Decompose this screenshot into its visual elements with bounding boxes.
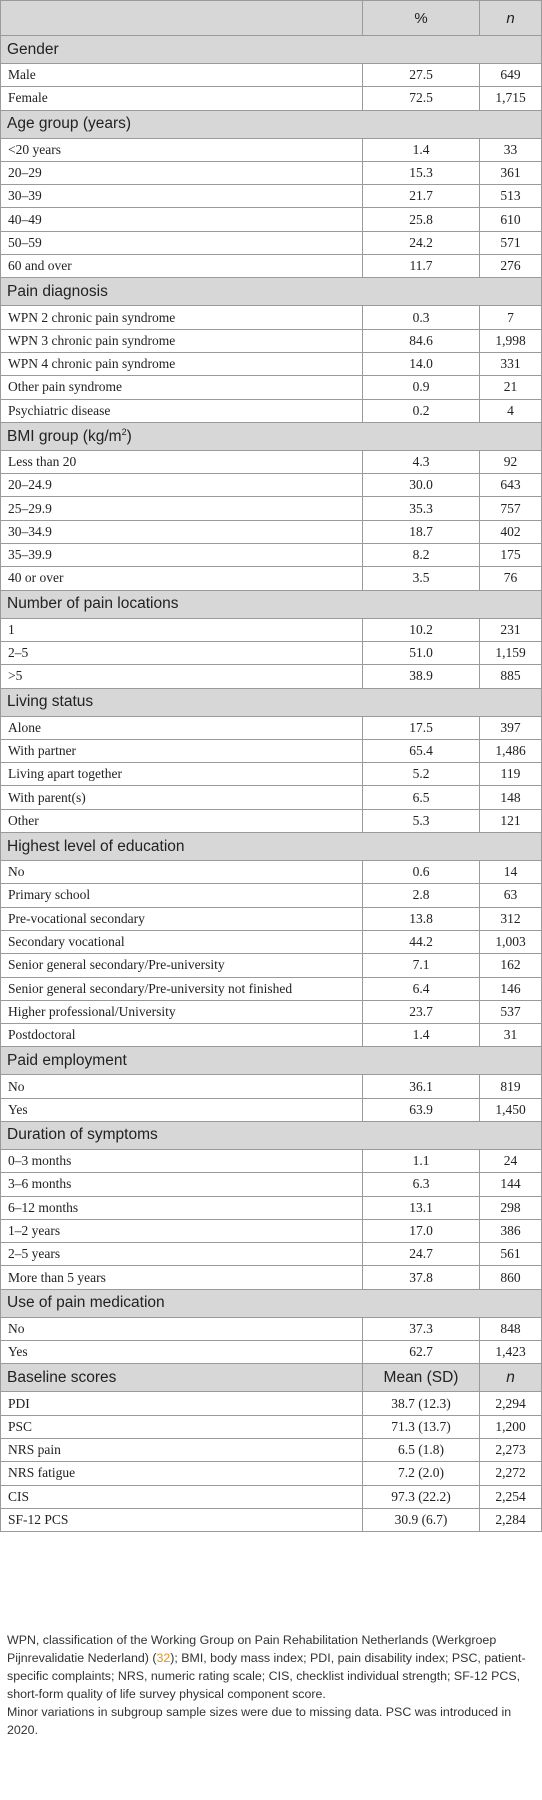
row-label: Secondary vocational (1, 930, 363, 953)
row-percent: 0.6 (363, 861, 480, 884)
row-label: Other pain syndrome (1, 376, 363, 399)
table-row (1, 641, 542, 664)
row-percent: 6.5 (363, 786, 480, 809)
row-percent: 38.9 (363, 665, 480, 688)
row-count: 231 (480, 618, 542, 641)
table-row (1, 474, 542, 497)
row-count: 1,423 (480, 1341, 542, 1364)
baseline-label: PSC (1, 1415, 363, 1438)
row-percent: 24.7 (363, 1243, 480, 1266)
table-row (1, 1196, 542, 1219)
table-row (1, 763, 542, 786)
table-row (1, 329, 542, 352)
row-label: 2–5 (1, 641, 363, 664)
table-row (1, 930, 542, 953)
row-percent: 13.1 (363, 1196, 480, 1219)
baseline-label: PDI (1, 1392, 363, 1415)
footnote-text-b: ); BMI, body mass index; PDI, pain disability index; PSC, patient-specific complaints; NRS, numeric rating scale; CIS, checklist individual strength; SF-12 PCS, short-form quality of life survey physical component score. (7, 1651, 526, 1701)
baseline-col-n: n (480, 1364, 542, 1392)
row-count: 4 (480, 399, 542, 422)
baseline-mean-sd: 71.3 (13.7) (363, 1415, 480, 1438)
table-row (1, 716, 542, 739)
table-row (1, 1173, 542, 1196)
row-label: 3–6 months (1, 1173, 363, 1196)
row-percent: 18.7 (363, 520, 480, 543)
table-row (1, 544, 542, 567)
row-label: Psychiatric disease (1, 399, 363, 422)
row-label: WPN 2 chronic pain syndrome (1, 306, 363, 329)
row-count: 312 (480, 907, 542, 930)
row-count: 331 (480, 352, 542, 375)
table-row (1, 208, 542, 231)
row-label: More than 5 years (1, 1266, 363, 1289)
row-percent: 1.4 (363, 138, 480, 161)
section-title: Highest level of education (1, 833, 542, 861)
row-percent: 23.7 (363, 1000, 480, 1023)
row-percent: 2.8 (363, 884, 480, 907)
table-row (1, 520, 542, 543)
row-count: 119 (480, 763, 542, 786)
row-percent: 51.0 (363, 641, 480, 664)
section-title-text: BMI group (kg/m (7, 427, 122, 445)
baseline-mean-sd: 38.7 (12.3) (363, 1392, 480, 1415)
row-label: Less than 20 (1, 450, 363, 473)
baseline-label: NRS fatigue (1, 1462, 363, 1485)
baseline-n: 2,273 (480, 1438, 542, 1461)
row-count: 513 (480, 185, 542, 208)
footnote-text-a: WPN, classification of the Working Group on Pain Rehabilitation Netherlands (Werkgroep Pijnrevalidatie Nederland) ( (7, 1633, 497, 1665)
row-percent: 10.2 (363, 618, 480, 641)
row-label: Primary school (1, 884, 363, 907)
row-count: 1,998 (480, 329, 542, 352)
row-count: 33 (480, 138, 542, 161)
row-percent: 6.4 (363, 977, 480, 1000)
table-row (1, 809, 542, 832)
row-percent: 62.7 (363, 1341, 480, 1364)
row-count: 31 (480, 1024, 542, 1047)
section-title: Paid employment (1, 1047, 542, 1075)
row-percent: 8.2 (363, 544, 480, 567)
row-label: No (1, 1317, 363, 1340)
baseline-label: SF-12 PCS (1, 1508, 363, 1531)
row-count: 14 (480, 861, 542, 884)
row-count: 1,450 (480, 1098, 542, 1121)
baseline-n: 2,272 (480, 1462, 542, 1485)
row-percent: 37.8 (363, 1266, 480, 1289)
row-label: 50–59 (1, 231, 363, 254)
table-row (1, 1317, 542, 1340)
row-count: 848 (480, 1317, 542, 1340)
baseline-label: CIS (1, 1485, 363, 1508)
section-header (1, 833, 542, 861)
row-percent: 72.5 (363, 87, 480, 110)
section-title-end: ) (126, 427, 132, 445)
row-label: 40 or over (1, 567, 363, 590)
row-count: 643 (480, 474, 542, 497)
row-label: No (1, 861, 363, 884)
row-label: Pre-vocational secondary (1, 907, 363, 930)
row-label: >5 (1, 665, 363, 688)
row-count: 92 (480, 450, 542, 473)
row-count: 537 (480, 1000, 542, 1023)
row-percent: 63.9 (363, 1098, 480, 1121)
section-header (1, 1289, 542, 1317)
row-percent: 65.4 (363, 739, 480, 762)
row-label: 40–49 (1, 208, 363, 231)
row-percent: 14.0 (363, 352, 480, 375)
table-row (1, 739, 542, 762)
baseline-n: 2,284 (480, 1508, 542, 1531)
section-header (1, 36, 542, 64)
table-row (1, 1024, 542, 1047)
row-count: 571 (480, 231, 542, 254)
row-count: 21 (480, 376, 542, 399)
row-count: 397 (480, 716, 542, 739)
table-row (1, 497, 542, 520)
row-label: Male (1, 64, 363, 87)
baseline-mean-sd: 30.9 (6.7) (363, 1508, 480, 1531)
table-header (1, 1, 542, 36)
row-percent: 37.3 (363, 1317, 480, 1340)
row-percent: 24.2 (363, 231, 480, 254)
table-row (1, 1266, 542, 1289)
section-title: Duration of symptoms (1, 1121, 542, 1149)
section-header (1, 278, 542, 306)
row-count: 63 (480, 884, 542, 907)
row-label: 25–29.9 (1, 497, 363, 520)
row-label: With parent(s) (1, 786, 363, 809)
table-row (1, 1098, 542, 1121)
row-label: No (1, 1075, 363, 1098)
row-percent: 21.7 (363, 185, 480, 208)
row-count: 1,003 (480, 930, 542, 953)
row-percent: 7.1 (363, 954, 480, 977)
row-label: 30–34.9 (1, 520, 363, 543)
table-row (1, 138, 542, 161)
table-row (1, 1149, 542, 1172)
row-label: WPN 4 chronic pain syndrome (1, 352, 363, 375)
row-percent: 27.5 (363, 64, 480, 87)
table-row (1, 87, 542, 110)
table-row (1, 1000, 542, 1023)
baseline-row (1, 1462, 542, 1485)
row-count: 146 (480, 977, 542, 1000)
baseline-row (1, 1415, 542, 1438)
table-row (1, 450, 542, 473)
table-row (1, 1341, 542, 1364)
baseline-mean-sd: 6.5 (1.8) (363, 1438, 480, 1461)
table-row (1, 1219, 542, 1242)
reference-link[interactable]: 32 (156, 1651, 171, 1665)
row-count: 649 (480, 64, 542, 87)
header-label-cell (1, 1, 363, 36)
row-count: 1,715 (480, 87, 542, 110)
table-row (1, 977, 542, 1000)
row-label: 35–39.9 (1, 544, 363, 567)
section-title: Age group (years) (1, 110, 542, 138)
row-percent: 1.1 (363, 1149, 480, 1172)
baseline-row (1, 1438, 542, 1461)
row-label: Yes (1, 1341, 363, 1364)
row-label: 60 and over (1, 255, 363, 278)
table-row (1, 399, 542, 422)
row-label: Yes (1, 1098, 363, 1121)
row-label: Postdoctoral (1, 1024, 363, 1047)
table-row (1, 161, 542, 184)
row-percent: 35.3 (363, 497, 480, 520)
row-count: 121 (480, 809, 542, 832)
table-row (1, 954, 542, 977)
row-percent: 17.0 (363, 1219, 480, 1242)
baseline-n: 2,254 (480, 1485, 542, 1508)
row-percent: 1.4 (363, 1024, 480, 1047)
baseline-row (1, 1508, 542, 1531)
baseline-row (1, 1485, 542, 1508)
table-row (1, 231, 542, 254)
row-label: 30–39 (1, 185, 363, 208)
row-percent: 11.7 (363, 255, 480, 278)
row-count: 885 (480, 665, 542, 688)
baseline-mean-sd: 7.2 (2.0) (363, 1462, 480, 1485)
row-count: 7 (480, 306, 542, 329)
row-label: 6–12 months (1, 1196, 363, 1219)
section-title: Use of pain medication (1, 1289, 542, 1317)
row-percent: 17.5 (363, 716, 480, 739)
row-count: 24 (480, 1149, 542, 1172)
row-count: 148 (480, 786, 542, 809)
table-row (1, 64, 542, 87)
table-row (1, 306, 542, 329)
row-count: 1,486 (480, 739, 542, 762)
baseline-col-mean-sd: Mean (SD) (363, 1364, 480, 1392)
row-label: Senior general secondary/Pre-university not finished (1, 977, 363, 1000)
row-percent: 0.3 (363, 306, 480, 329)
row-count: 361 (480, 161, 542, 184)
row-label: <20 years (1, 138, 363, 161)
row-label: 20–24.9 (1, 474, 363, 497)
superscript: 2 (121, 426, 127, 437)
section-title: Number of pain locations (1, 590, 542, 618)
row-label: With partner (1, 739, 363, 762)
table-row (1, 376, 542, 399)
table-row (1, 786, 542, 809)
row-count: 757 (480, 497, 542, 520)
row-percent: 3.5 (363, 567, 480, 590)
row-percent: 13.8 (363, 907, 480, 930)
row-count: 276 (480, 255, 542, 278)
section-title (1, 422, 542, 450)
row-count: 76 (480, 567, 542, 590)
row-percent: 30.0 (363, 474, 480, 497)
row-count: 610 (480, 208, 542, 231)
row-label: WPN 3 chronic pain syndrome (1, 329, 363, 352)
section-header (1, 1047, 542, 1075)
row-label: 0–3 months (1, 1149, 363, 1172)
table-row (1, 1075, 542, 1098)
section-header (1, 422, 542, 450)
table-row (1, 352, 542, 375)
baseline-title: Baseline scores (1, 1364, 363, 1392)
row-count: 860 (480, 1266, 542, 1289)
table-row (1, 884, 542, 907)
header-n: n (480, 1, 542, 36)
section-title: Gender (1, 36, 542, 64)
row-count: 175 (480, 544, 542, 567)
row-label: Senior general secondary/Pre-university (1, 954, 363, 977)
table-row (1, 618, 542, 641)
table-footnote (7, 1631, 535, 1739)
baseline-row (1, 1392, 542, 1415)
row-percent: 0.9 (363, 376, 480, 399)
table-row (1, 1243, 542, 1266)
table-row (1, 907, 542, 930)
baseline-header (1, 1364, 542, 1392)
row-label: 1–2 years (1, 1219, 363, 1242)
row-label: 20–29 (1, 161, 363, 184)
section-header (1, 110, 542, 138)
footnote-abbreviations (7, 1631, 535, 1703)
table-row (1, 255, 542, 278)
row-percent: 0.2 (363, 399, 480, 422)
row-label: Living apart together (1, 763, 363, 786)
row-count: 561 (480, 1243, 542, 1266)
row-percent: 5.3 (363, 809, 480, 832)
row-percent: 15.3 (363, 161, 480, 184)
row-label: Female (1, 87, 363, 110)
row-percent: 5.2 (363, 763, 480, 786)
row-label: Higher professional/University (1, 1000, 363, 1023)
row-percent: 6.3 (363, 1173, 480, 1196)
footnote-missing-data: Minor variations in subgroup sample sizes were due to missing data. PSC was introduced in 2020. (7, 1705, 512, 1737)
section-header (1, 590, 542, 618)
row-count: 162 (480, 954, 542, 977)
row-count: 819 (480, 1075, 542, 1098)
row-label: Other (1, 809, 363, 832)
row-percent: 4.3 (363, 450, 480, 473)
header-pct: % (363, 1, 480, 36)
row-label: 2–5 years (1, 1243, 363, 1266)
table-row (1, 185, 542, 208)
row-count: 402 (480, 520, 542, 543)
baseline-mean-sd: 97.3 (22.2) (363, 1485, 480, 1508)
row-percent: 36.1 (363, 1075, 480, 1098)
row-count: 386 (480, 1219, 542, 1242)
row-label: 1 (1, 618, 363, 641)
table-row (1, 665, 542, 688)
section-title: Pain diagnosis (1, 278, 542, 306)
row-percent: 25.8 (363, 208, 480, 231)
table-row (1, 567, 542, 590)
baseline-label: NRS pain (1, 1438, 363, 1461)
baseline-n: 1,200 (480, 1415, 542, 1438)
baseline-n: 2,294 (480, 1392, 542, 1415)
row-count: 1,159 (480, 641, 542, 664)
section-header (1, 688, 542, 716)
row-label: Alone (1, 716, 363, 739)
table-row (1, 861, 542, 884)
section-title: Living status (1, 688, 542, 716)
row-percent: 44.2 (363, 930, 480, 953)
section-header (1, 1121, 542, 1149)
row-count: 298 (480, 1196, 542, 1219)
row-percent: 84.6 (363, 329, 480, 352)
row-count: 144 (480, 1173, 542, 1196)
